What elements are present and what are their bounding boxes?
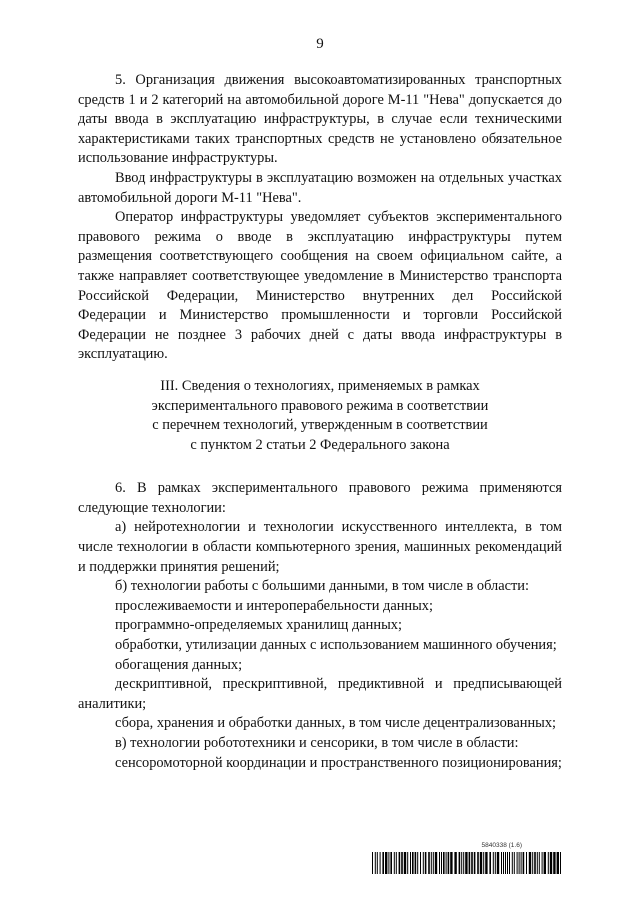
document-body (78, 71, 562, 773)
paragraph: Оператор инфраструктуры уведомляет субъектов экспериментального правового режима о вводе в эксплуатацию инфраструктуры путем размещения соответствующего сообщения на своем официальном сайте, а также направляет соответствующее уведомление в Министерство транспорта Российской Федерации, Министерство внутренних дел Российской Федерации и Министерство промышленности и торговли Российской Федерации не позднее 3 рабочих дней с даты ввода инфраструктуры в эксплуатацию. (78, 209, 562, 363)
paragraph: сенсоромоторной координации и пространственного позиционирования; (115, 754, 562, 771)
section-heading-line: с перечнем технологий, утвержденным в соответствии (152, 417, 488, 434)
paragraph: 5. Организация движения высокоавтоматизированных транспортных средств 1 и 2 категорий на автомобильной дороге М-11 "Нева" допускается до даты ввода в эксплуатацию инфраструктуры, в случае если техническими характеристиками таких транспортных средств не установлено обязательное использование инфраструктуры. (78, 72, 562, 167)
paragraph: дескриптивной, прескриптивной, предиктивной и предписывающей аналитики; (78, 676, 562, 712)
paragraph: Ввод инфраструктуры в эксплуатацию возможен на отдельных участках автомобильной дороги М-11 "Нева". (78, 169, 562, 206)
section-heading-line: экспериментального правового режима в соответствии (151, 397, 489, 414)
paragraph: в) технологии робототехники и сенсорики, в том числе в области: (115, 735, 519, 751)
paragraph: а) нейротехнологии и технологии искусственного интеллекта, в том числе технологии в области компьютерного зрения, машинных рекомендаций и поддержки принятия решений; (78, 519, 562, 575)
paragraph: 6. В рамках экспериментального правового режима применяются следующие технологии: (78, 480, 562, 516)
paragraph: б) технологии работы с большими данными, в том числе в области: (115, 578, 529, 595)
section-heading-line: III. Сведения о технологиях, применяемых в рамках (160, 377, 480, 394)
paragraph: обогащения данных; (115, 656, 243, 673)
paragraph: сбора, хранения и обработки данных, в том числе децентрализованных; (115, 715, 557, 732)
paragraph: программно-определяемых хранилищ данных; (115, 617, 402, 634)
paragraph: обработки, утилизации данных с использованием машинного обучения; (115, 637, 557, 654)
section-heading-line: с пунктом 2 статьи 2 Федерального закона (190, 436, 450, 453)
footer-code: 5840338 (1.6) (481, 842, 522, 849)
barcode-icon (372, 852, 562, 874)
page-number: 9 (316, 36, 324, 52)
paragraph: прослеживаемости и интероперабельности данных; (115, 597, 433, 614)
section-heading (78, 377, 562, 455)
